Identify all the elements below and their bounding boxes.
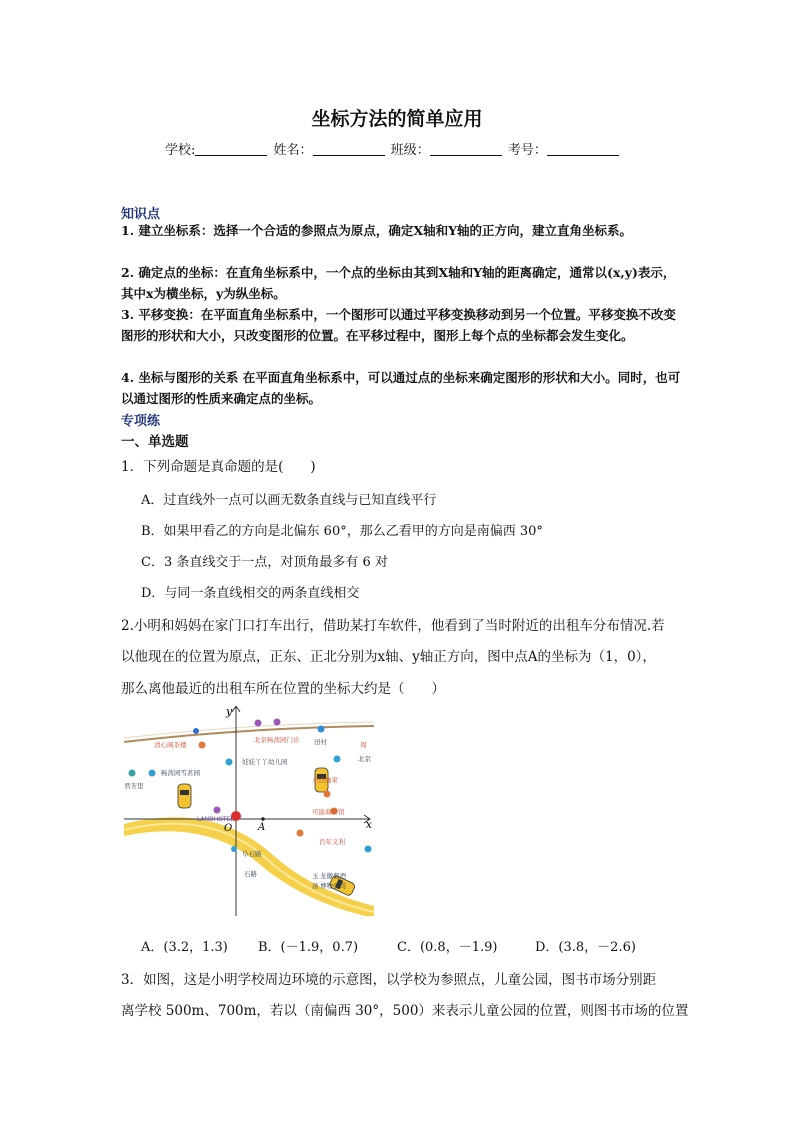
map-label: 畅茜园雪茗园 [161,769,200,777]
map-label: 百年义利 [319,838,345,846]
map-label: 龙徽葡酒 [320,872,346,880]
knowledge-item-4: 4. 坐标与图形的关系 在平面直角坐标系中，可以通过点的坐标来确定图形的形状和大小。同时，也可以通过图形的性质来确定点的坐标。 [121,370,681,406]
q1-option-d: D．与同一条直线相交的两条直线相交 [141,586,360,601]
q1-option-c: C．3 条直线交于一点，对顶角最多有 6 对 [141,555,388,570]
q2-line-2: 以他现在的位置为原点，正东、正北分别为x轴、y轴正方向，图中点A的坐标为（1，0）， [121,649,656,665]
map-label: 北京 [358,755,371,763]
map-label: 可能海鲜馆 [312,808,345,816]
map-label: 北京畅茜园门诊 [254,736,300,744]
q2-option-c: C．(0.8，－1.9) [397,940,498,955]
point-a-label: A [258,822,266,833]
knowledge-item-2: 2. 确定点的坐标：在直角坐标系中，一个点的坐标由其到X轴和Y轴的距离确定，通常以(x,y)表示，其中x为横坐标，y为纵坐标。 [121,265,676,301]
q3-line-1: 3．如图，这是小明学校周边环境的示意图，以学校为参照点，儿童公园，图书市场分别距 [121,972,657,988]
q2-option-a: A．(3.2，1.3) [141,940,228,955]
map-label: 博物公司 [320,882,346,890]
map-label: 玉 [312,872,319,880]
taxi-map-figure [124,706,374,916]
name-label: 姓名： [273,143,313,158]
map-label: 阜石路 [242,850,262,858]
x-axis-label: x [365,818,372,831]
q3-line-2: 离学校 500m、700m，若以（南偏西 30°，500）来表示儿童公园的位置，则图书市场的位置 [121,1003,689,1019]
map-label: 娃娃丫丫幼儿园 [242,758,288,766]
q2-line-3: 那么离他最近的出租车所在位置的坐标大约是（ ） [121,681,445,697]
map-label: 周 [360,741,367,749]
knowledge-item-3: 3. 平移变换：在平面直角坐标系中，一个图形可以通过平移变换移动到另一个位置。平移变换不改变图形的形状和大小，只改变图形的位置。在平移过程中，图形上每个点的坐标都会发生变化。 [121,307,676,343]
school-blank[interactable] [195,143,267,156]
class-blank[interactable] [430,143,502,156]
y-axis-label: y [226,706,233,718]
map-label: 君芳里 [124,782,144,790]
number-blank[interactable] [547,143,619,156]
map-label: 永达逸家 [312,776,338,784]
knowledge-heading: 知识点 [121,207,161,222]
taxi-icon [178,784,191,808]
name-blank[interactable] [313,143,385,156]
map-label: 汤 [312,882,319,890]
school-label: 学校: [165,143,196,158]
map-label: 田村 [314,738,327,746]
section-heading: 一、单选题 [121,434,189,450]
knowledge-item-1: 1. 建立坐标系：选择一个合适的参照点为原点，确定X轴和Y轴的正方向，建立直角坐标系。 [121,223,633,238]
student-info-line [165,139,621,158]
q2-line-1: 2.小明和妈妈在家门口打车出行，借助某打车软件，他看到了当时附近的出租车分布情况.若 [121,618,665,634]
q1-option-a: A．过直线外一点可以画无数条直线与已知直线平行 [141,493,437,508]
class-label: 班级： [390,143,430,158]
origin-label: O [224,823,233,834]
q2-option-d: D．(3.8，－2.6) [535,940,636,955]
q1-stem: 1．下列命题是真命题的是( ) [121,459,316,475]
map-label: 清心阁茶楼 [154,741,187,749]
map-label: 石路 [244,870,257,878]
q2-option-b: B．(－1.9，0.7) [258,940,359,955]
map-label: LANDHOTEL [197,816,234,823]
page-title: 坐标方法的简单应用 [311,108,483,130]
practice-heading: 专项练 [121,414,161,429]
q1-option-b: B．如果甲看乙的方向是北偏东 60°，那么乙看甲的方向是南偏西 30° [141,524,543,539]
number-label: 考号： [507,143,547,158]
